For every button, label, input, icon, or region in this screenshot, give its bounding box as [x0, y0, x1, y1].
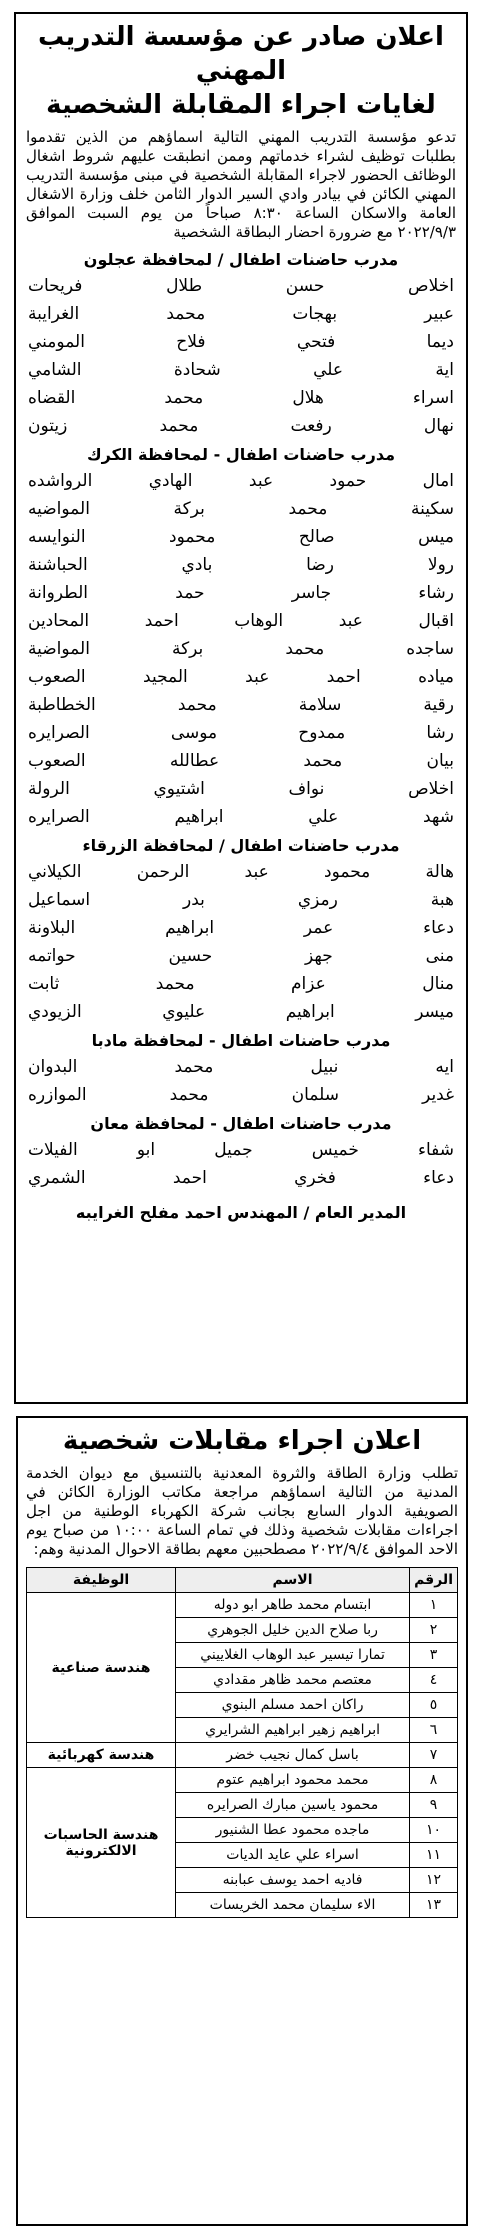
header-number: الرقم: [410, 1568, 458, 1593]
table-row: [27, 1743, 458, 1768]
group-heading: مدرب حاضنات اطفال - لمحافظة مادبا: [91, 1031, 391, 1050]
candidate-name: رشا ممدوح موسى الصرايره: [28, 723, 454, 743]
candidate-name: ساجده محمد بركة المواضية: [28, 639, 454, 659]
row-number: ١: [410, 1593, 458, 1618]
candidate-name: هالة محمود عبد الرحمن الكيلاني: [28, 862, 454, 882]
candidate-name: اقبال عبد الوهاب احمد المحادين: [28, 611, 454, 631]
candidates-table: [26, 1567, 458, 1918]
row-number: ٨: [410, 1768, 458, 1793]
row-name: ابتسام محمد طاهر ابو دوله: [176, 1593, 410, 1618]
candidate-name: غدير سلمان محمد الموازره: [28, 1085, 454, 1105]
candidate-name: رشاء جاسر حمد الطروانة: [28, 583, 454, 603]
row-job: هندسة صناعية: [27, 1593, 176, 1743]
row-name: محمود ياسين مبارك الصرايره: [176, 1793, 410, 1818]
table-row: [27, 1768, 458, 1793]
candidate-name: عبير بهجات محمد الغرايبة: [28, 304, 454, 324]
row-name: باسل كمال نجيب خضر: [176, 1743, 410, 1768]
group-heading: مدرب حاضنات اطفال / لمحافظة عجلون: [83, 250, 399, 269]
row-number: ٢: [410, 1618, 458, 1643]
ad1-groups: [26, 250, 456, 1189]
row-number: ٥: [410, 1693, 458, 1718]
row-name: ابراهيم زهير ابراهيم الشرايري: [176, 1718, 410, 1743]
header-job: الوظيفة: [27, 1568, 176, 1593]
row-number: ٩: [410, 1793, 458, 1818]
row-name: الاء سليمان محمد الخريسات: [176, 1893, 410, 1918]
candidate-name: ميسر ابراهيم عليوي الزيودي: [28, 1002, 454, 1022]
candidate-name: دعاء عمر ابراهيم البلاونة: [28, 918, 454, 938]
row-name: راكان احمد مسلم البنوي: [176, 1693, 410, 1718]
ad1-title-line2: لغايات اجراء المقابلة الشخصية: [46, 90, 436, 120]
row-number: ٦: [410, 1718, 458, 1743]
row-number: ٣: [410, 1643, 458, 1668]
candidate-name: سكينة محمد بركة المواضيه: [28, 499, 454, 519]
candidate-name: اية علي شحادة الشامي: [28, 360, 454, 380]
row-name: تمارا تيسير عبد الوهاب الغلاييني: [176, 1643, 410, 1668]
candidate-name: بيان محمد عطالله الصعوب: [28, 751, 454, 771]
row-number: ١٢: [410, 1868, 458, 1893]
ad1-intro: تدعو مؤسسة التدريب المهني التالية اسماؤهم من الذين تقدموا بطلبات توظيف لشراء خدماتهم وممن انطبقت عليهم شروط اشغال الوظائف الحضور لاجراء المقابلة الشخصية في مبنى مؤسسة التدريب المهني الكائن في بيادر وادي السير الدوار الثامن خلف وزارة الاشغال العامة والاسكان الساعة ٨:٣٠ صباحاً من يوم السبت الموافق ٢٠٢٢/٩/٣ مع ضرورة احضار البطاقة الشخصية: [26, 128, 457, 241]
row-number: ٧: [410, 1743, 458, 1768]
candidate-name: امال حمود عبد الهادي الرواشده: [28, 471, 454, 491]
candidate-name: اخلاص نواف اشتيوي الرولة: [28, 779, 454, 799]
row-name: ماجده محمود عطا الشنيور: [176, 1818, 410, 1843]
table-header-row: [27, 1568, 458, 1593]
row-job: هندسة الحاسبات الالكترونية: [27, 1768, 176, 1918]
ad1-title-line1: اعلان صادر عن مؤسسة التدريب المهني: [38, 22, 444, 86]
row-number: ٤: [410, 1668, 458, 1693]
candidate-name: ديما فتحي فلاح المومني: [28, 332, 454, 352]
candidate-name: رولا رضا بادي الحباشنة: [28, 555, 454, 575]
row-name: اسراء علي عايد الديات: [176, 1843, 410, 1868]
group-heading: مدرب حاضنات اطفال / لمحافظة الزرقاء: [82, 836, 400, 855]
candidate-name: اخلاص حسن طلال فريحات: [28, 276, 454, 296]
row-job: هندسة كهربائية: [27, 1743, 176, 1768]
candidate-name: منى جهز حسين حواتمه: [28, 946, 454, 966]
announcement-vocational-training: [14, 12, 468, 1404]
row-number: ١١: [410, 1843, 458, 1868]
table-row: [27, 1593, 458, 1618]
candidate-name: ميس صالح محمود النوايسه: [28, 527, 454, 547]
row-name: فاديه احمد يوسف عبابنه: [176, 1868, 410, 1893]
candidate-name: ايه نبيل محمد البدوان: [28, 1057, 454, 1077]
row-name: محمد محمود ابراهيم عتوم: [176, 1768, 410, 1793]
candidate-name: مياده احمد عبد المجيد الصعوب: [28, 667, 454, 687]
candidate-name: نهال رفعت محمد زيتون: [28, 416, 454, 436]
row-name: معتصم محمد ظاهر مقدادي: [176, 1668, 410, 1693]
candidate-name: شفاء خميس جميل ابو الفيلات: [28, 1140, 454, 1160]
announcement-energy-ministry: [16, 1416, 468, 2226]
candidate-name: منال عزام محمد ثابت: [28, 974, 454, 994]
ad2-intro: تطلب وزارة الطاقة والثروة المعدنية بالتنسيق مع ديوان الخدمة المدنية من التالية اسماؤهم مراجعة مكاتب الوزارة الكائن في الصويفية الدوار السابع بجانب شركة الكهرباء الوطنية من اجل اجراءات مقابلات شخصية وذلك في تمام الساعة ١٠:٠٠ من صباح يوم الاحد الموافق ٢٠٢٢/٩/٤ مصطحبين معهم بطاقة الاحوال المدنية وهم:: [26, 1464, 459, 1558]
candidate-name: دعاء فخري احمد الشمري: [28, 1168, 454, 1188]
candidate-name: اسراء هلال محمد القضاه: [28, 388, 454, 408]
row-name: ربا صلاح الدين خليل الجوهري: [176, 1618, 410, 1643]
candidate-name: شهد علي ابراهيم الصرايره: [28, 807, 454, 827]
candidate-name: هبة رمزي بدر اسماعيل: [28, 890, 454, 910]
ad1-footer-signature: المدير العام / المهندس احمد مفلح الغرايبه: [75, 1203, 407, 1222]
group-heading: مدرب حاضنات اطفال - لمحافظة معان: [90, 1114, 392, 1133]
group-heading: مدرب حاضنات اطفال - لمحافظة الكرك: [87, 445, 395, 464]
ad2-title: اعلان اجراء مقابلات شخصية: [62, 1426, 422, 1456]
candidate-name: رقية سلامة محمد الخطاطبة: [28, 695, 454, 715]
header-name: الاسم: [176, 1568, 410, 1593]
row-number: ١٣: [410, 1893, 458, 1918]
table-body: [27, 1593, 458, 1918]
row-number: ١٠: [410, 1818, 458, 1843]
